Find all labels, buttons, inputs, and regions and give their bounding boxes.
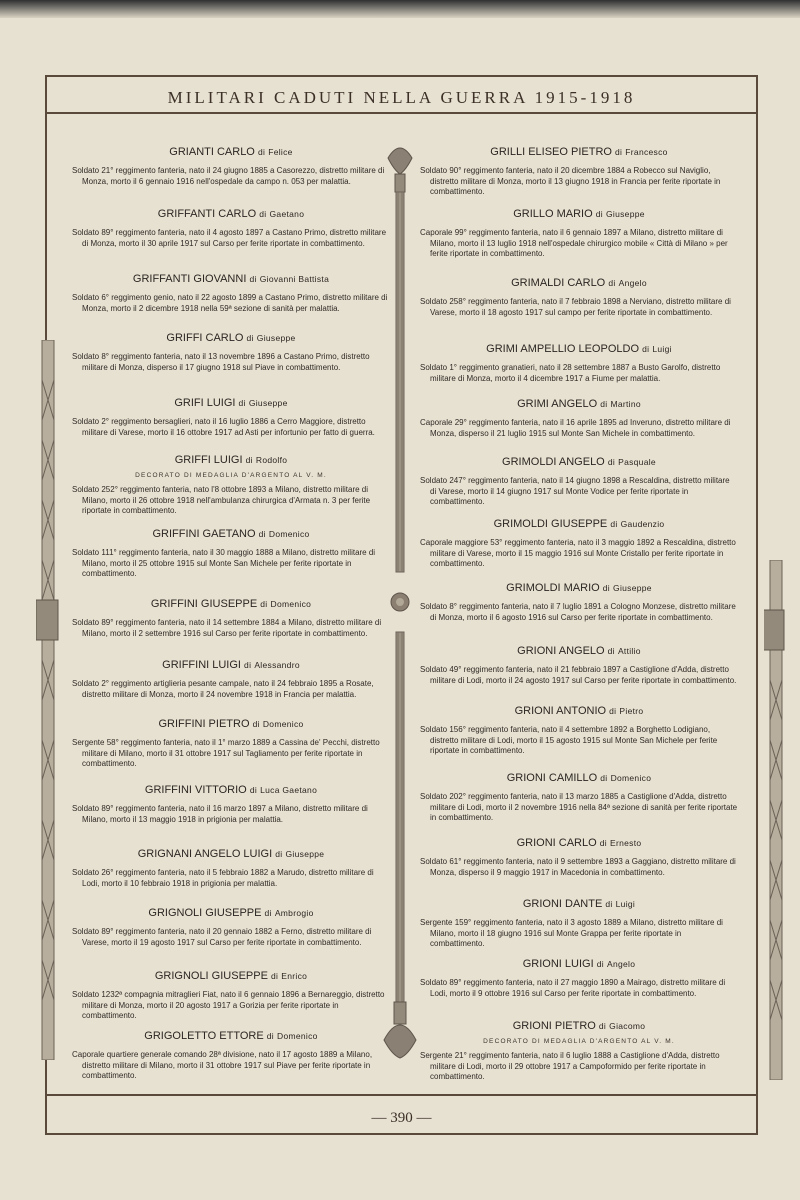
top-edge-shadow <box>0 0 800 18</box>
entry-text: Soldato 1232ª compagnia mitraglieri Fiat, nato il 6 gennaio 1896 a Bernareggio, distretto militare di Monza, morto il 20 agosto 1917 a Gorizia per ferite riportate in combattimento. <box>72 990 385 1020</box>
entry-text: Caporale maggiore 53° reggimento fanteria, nato il 3 maggio 1892 a Rescaldina, distretto militare di Varese, morto il 15 maggio 1916 sul Monte Cristallo per ferite riportate in combattimento. <box>420 538 736 568</box>
entry-name: GRIGNOLI GIUSEPPE di Ambrogio <box>148 907 314 919</box>
list-item <box>420 146 738 198</box>
list-item <box>420 456 738 508</box>
list-item <box>420 518 738 570</box>
entry-name: GRIMI ANGELO di Martino <box>517 398 641 410</box>
list-item <box>72 208 390 249</box>
entry-name: GRIGNANI ANGELO LUIGI di Giuseppe <box>137 848 325 860</box>
entry-text: Soldato 8° reggimento fanteria, nato il 7 luglio 1891 a Cologno Monzese, distretto militare di Monza, morto il 6 agosto 1916 sul Carso per ferite riportate in combattimento. <box>420 602 736 622</box>
list-item <box>72 659 390 700</box>
list-item <box>72 332 390 373</box>
list-item <box>72 907 390 948</box>
entry-text: Soldato 1° reggimento granatieri, nato il 28 settembre 1887 a Busto Garolfo, distretto militare di Monza, morto il 4 dicembre 1917 a Fiume per malattia. <box>420 363 721 383</box>
entry-name: GRIONI CAMILLO di Domenico <box>506 772 652 784</box>
list-item <box>420 837 738 878</box>
entry-text: Soldato 252° reggimento fanteria, nato l'8 ottobre 1893 a Milano, distretto militare di Milano, morto il 26 ottobre 1918 nell'ambulanza chirurgica d'Armata n. 3 per ferite riportate in combattimento. <box>72 485 371 515</box>
entry-text: Soldato 111° reggimento fanteria, nato il 30 maggio 1888 a Milano, distretto militare di Milano, morto il 25 ottobre 1915 sul Monte San Michele per ferite riportate in combattimento. <box>72 548 376 578</box>
entry-text: Caporale 99° reggimento fanteria, nato il 6 gennaio 1897 a Milano, distretto militare di Milano, morto il 13 luglio 1918 nell'ospedale chirurgico mobile « Città di Milano » per ferite riportate in combattimento. <box>420 228 728 258</box>
entry-name: GRIMI AMPELLIO LEOPOLDO di Luigi <box>486 343 672 355</box>
list-item <box>420 582 738 623</box>
entry-name: GRIFFINI GAETANO di Domenico <box>152 528 310 540</box>
list-item <box>72 718 390 770</box>
entry-name: GRIMOLDI GIUSEPPE di Gaudenzio <box>493 518 665 530</box>
entry-name: GRIANTI CARLO di Felice <box>169 146 293 158</box>
list-item <box>420 208 738 260</box>
entry-name: GRIONI ANTONIO di Pietro <box>514 705 644 717</box>
entry-text: Sergente 58° reggimento fanteria, nato il 1° marzo 1889 a Cassina de' Pecchi, distretto militare di Milano, morto il 31 ottobre 1917 sul Tagliamento per ferite riportate in combattimento. <box>72 738 380 768</box>
list-item <box>420 645 738 686</box>
entry-text: Soldato 61° reggimento fanteria, nato il 9 settembre 1893 a Gaggiano, distretto militare di Monza, disperso il 9 maggio 1917 in Macedonia in combattimento. <box>420 857 736 877</box>
entry-text: Soldato 89° reggimento fanteria, nato il 16 marzo 1897 a Milano, distretto militare di Milano, morto il 13 maggio 1918 in prigionia per malattia. <box>72 804 368 824</box>
list-item <box>420 705 738 757</box>
list-item <box>72 1030 390 1082</box>
header-divider <box>45 112 758 114</box>
entry-text: Caporale 29° reggimento fanteria, nato il 16 aprile 1895 ad Inveruno, distretto militare di Monza, disperso il 21 luglio 1915 sul Monte San Michele in combattimento. <box>420 418 731 438</box>
entry-name: GRIMALDI CARLO di Angelo <box>511 277 647 289</box>
list-item <box>72 397 390 438</box>
entry-text: Sergente 21° reggimento fanteria, nato il 6 luglio 1888 a Castiglione d'Adda, distretto militare di Lodi, morto il 29 ottobre 1917 a Campoformido per ferite riportate in combattimento. <box>420 1051 720 1081</box>
entry-name: GRIONI ANGELO di Attilio <box>517 645 641 657</box>
page-title: MILITARI CADUTI NELLA GUERRA 1915-1918 <box>167 88 636 107</box>
entry-text: Soldato 247° reggimento fanteria, nato il 14 giugno 1898 a Rescaldina, distretto militare di Varese, morto il 14 giugno 1917 sul Monte Vodice per ferite riportate in combattimento. <box>420 476 730 506</box>
entry-text: Soldato 202° reggimento fanteria, nato il 13 marzo 1885 a Castiglione d'Adda, distretto militare di Lodi, morto il 2 novembre 1916 nella 84ª sezione di sanità per ferite riportate in combattimento. <box>420 792 738 822</box>
entry-name: GRIMOLDI ANGELO di Pasquale <box>502 456 656 468</box>
list-item <box>420 343 738 384</box>
decoration-note: DECORATO DI MEDAGLIA D'ARGENTO AL V. M. <box>135 472 327 479</box>
entry-name: GRIFFANTI GIOVANNI di Giovanni Battista <box>132 273 330 285</box>
entry-name: GRIFI LUIGI di Giuseppe <box>174 397 288 409</box>
entry-name: GRIFFANTI CARLO di Gaetano <box>157 208 305 220</box>
entry-name: GRIMOLDI MARIO di Giuseppe <box>506 582 652 594</box>
entry-text: Soldato 21° reggimento fanteria, nato il 24 giugno 1885 a Casorezzo, distretto militare di Monza, morto il 6 gennaio 1916 nell'ospedale da campo n. 053 per malattia. <box>72 166 385 186</box>
entry-name: GRILLO MARIO di Giuseppe <box>513 208 645 220</box>
entry-name: GRIGOLETTO ETTORE di Domenico <box>144 1030 318 1042</box>
entry-name: GRIONI CARLO di Ernesto <box>516 837 642 849</box>
list-item <box>72 598 390 639</box>
entry-name: GRIFFI CARLO di Giuseppe <box>166 332 296 344</box>
list-item <box>420 958 738 999</box>
entry-name: GRIFFI LUIGI di Rodolfo <box>174 454 288 466</box>
entry-name: GRIFFINI PIETRO di Domenico <box>158 718 304 730</box>
entry-text: Soldato 89° reggimento fanteria, nato il 4 agosto 1897 a Castano Primo, distretto militare di Monza, morto il 30 aprile 1917 sul Carso per ferite riportate in combattimento. <box>72 228 387 248</box>
entry-name: GRIFFINI LUIGI di Alessandro <box>162 659 300 671</box>
footer-divider <box>45 1094 758 1096</box>
right-fasces-icon <box>764 560 788 1080</box>
entry-name: GRIGNOLI GIUSEPPE di Enrico <box>154 970 308 982</box>
list-item <box>420 277 738 318</box>
entry-text: Sergente 159° reggimento fanteria, nato il 3 agosto 1889 a Milano, distretto militare di Milano, morto il 18 giugno 1916 sul Monte Grappa per ferite riportate in combattimento. <box>420 918 723 948</box>
entry-text: Soldato 156° reggimento fanteria, nato il 4 settembre 1892 a Borghetto Lodigiano, distretto militare di Lodi, morto il 15 agosto 1915 sul Monte San Michele per ferite riportate in combattimento. <box>420 725 718 755</box>
entry-text: Soldato 8° reggimento fanteria, nato il 13 novembre 1896 a Castano Primo, distretto militare di Monza, disperso il 17 giugno 1918 sul Piave in combattimento. <box>72 352 370 372</box>
list-item <box>72 146 390 187</box>
entry-text: Soldato 2° reggimento artiglieria pesante campale, nato il 24 febbraio 1895 a Rosate, distretto militare di Monza, morto il 24 novembre 1918 in Francia per malattia. <box>72 679 374 699</box>
list-item <box>420 398 738 439</box>
entry-text: Soldato 89° reggimento fanteria, nato il 14 settembre 1884 a Milano, distretto militare di Milano, morto il 2 settembre 1916 sul Carso per ferite riportate in combattimento. <box>72 618 382 638</box>
list-item <box>72 528 390 580</box>
list-item <box>420 898 738 950</box>
entry-text: Soldato 49° reggimento fanteria, nato il 21 febbraio 1897 a Castiglione d'Adda, distretto militare di Lodi, morto il 24 agosto 1917 sul Carso per ferite riportate in combattimento. <box>420 665 737 685</box>
entry-text: Soldato 2° reggimento bersaglieri, nato il 16 luglio 1886 a Cerro Maggiore, distretto militare di Varese, morto il 16 ottobre 1917 ad Asti per infortunio per fatto di guerra. <box>72 417 375 437</box>
entry-name: GRIONI DANTE di Luigi <box>522 898 636 910</box>
list-item <box>72 273 390 314</box>
page-number: — 390 — <box>371 1110 432 1126</box>
entry-text: Soldato 89° reggimento fanteria, nato il 27 maggio 1890 a Mairago, distretto militare di Lodi, morto il 9 ottobre 1916 sul Carso per ferite riportate in combattimento. <box>420 978 726 998</box>
entry-name: GRIONI PIETRO di Giacomo <box>512 1020 646 1032</box>
entry-text: Soldato 90° reggimento fanteria, nato il 20 dicembre 1884 a Robecco sul Naviglio, distretto militare di Monza, morto il 13 giugno 1918 in Francia per ferite riportate in combattimento. <box>420 166 721 196</box>
list-item <box>72 784 390 825</box>
entry-text: Soldato 89° reggimento fanteria, nato il 20 gennaio 1882 a Ferno, distretto militare di Varese, morto il 19 agosto 1917 sul Carso per ferite riportate in combattimento. <box>72 927 372 947</box>
entry-name: GRIFFINI GIUSEPPE di Domenico <box>150 598 312 610</box>
entry-text: Caporale quartiere generale comando 28ª divisione, nato il 17 agosto 1889 a Milano, distretto militare di Milano, morto il 31 ottobre 1917 sul Piave per ferite riportate in combattimento. <box>72 1050 373 1080</box>
entry-text: Soldato 6° reggimento genio, nato il 22 agosto 1899 a Castano Primo, distretto militare di Monza, morto il 2 dicembre 1918 nella 59ª sezione di sanità per malattia. <box>72 293 388 313</box>
list-item <box>72 970 390 1022</box>
entry-text: Soldato 26° reggimento fanteria, nato il 5 febbraio 1882 a Marudo, distretto militare di Lodi, morto il 10 febbraio 1918 in prigionia per malattia. <box>72 868 374 888</box>
entry-name: GRIONI LUIGI di Angelo <box>522 958 636 970</box>
entry-name: GRILLI ELISEO PIETRO di Francesco <box>490 146 668 158</box>
list-item <box>420 772 738 824</box>
list-item <box>72 454 390 517</box>
list-item <box>72 848 390 889</box>
left-fasces-icon <box>36 340 60 1060</box>
decoration-note: DECORATO DI MEDAGLIA D'ARGENTO AL V. M. <box>483 1038 675 1045</box>
entry-text: Soldato 258° reggimento fanteria, nato il 7 febbraio 1898 a Nerviano, distretto militare di Varese, morto il 18 agosto 1917 sul campo per ferite riportate in combattimento. <box>420 297 731 317</box>
entry-name: GRIFFINI VITTORIO di Luca Gaetano <box>144 784 318 796</box>
list-item <box>420 1020 738 1083</box>
